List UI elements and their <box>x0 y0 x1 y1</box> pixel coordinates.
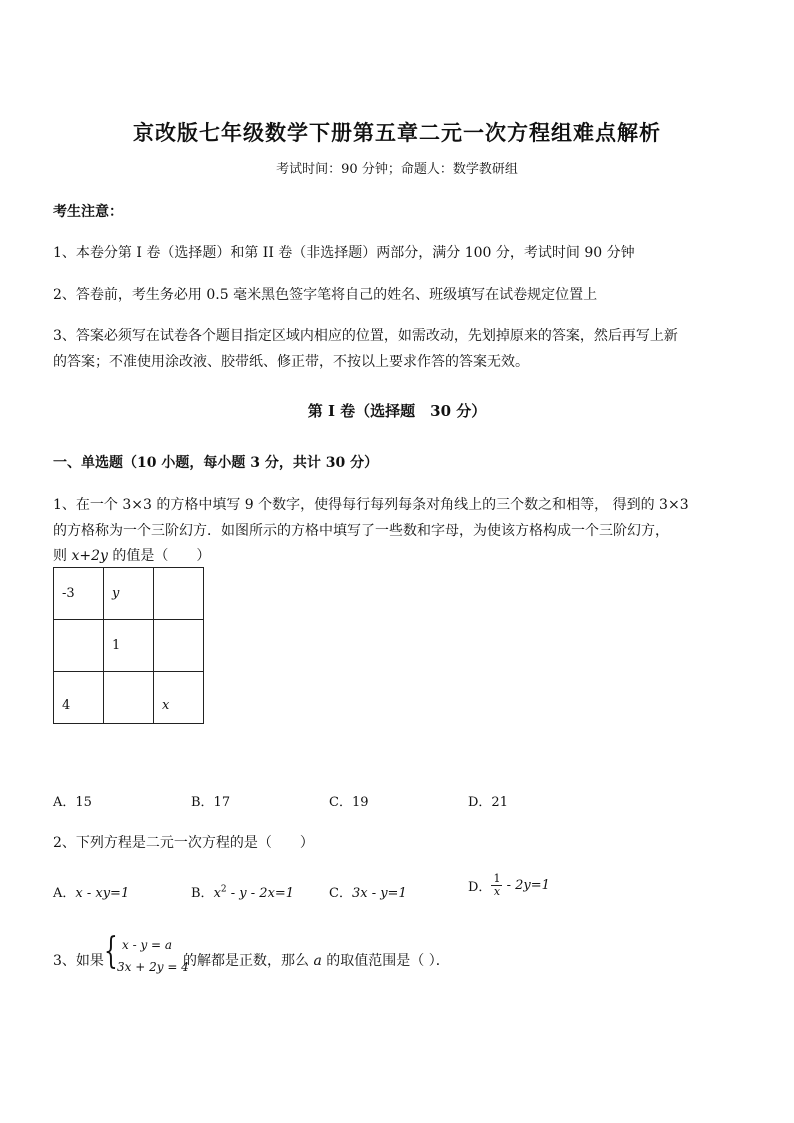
grid-cell: 1 <box>104 620 154 672</box>
grid-cell <box>154 568 204 620</box>
q2-option-a[interactable] <box>53 882 129 901</box>
q1-line-2: 的方格称为一个三阶幻方．如图所示的方格中填写了一些数和字母，为使该方格构成一个三阶幻方， <box>53 523 669 539</box>
q2-option-b-exponent: 2 <box>220 884 227 895</box>
q3-equation-2: 3x + 2y = 4 <box>117 960 189 974</box>
q2-option-a-expression: x - xy=1 <box>75 886 130 901</box>
q3-variable: a <box>313 953 322 969</box>
q2-option-d-label: D． <box>468 880 492 896</box>
q2-option-a-label: A． <box>53 886 76 901</box>
q3-stem <box>183 950 450 970</box>
q2-option-d[interactable] <box>468 873 550 898</box>
q1-option-d[interactable]: D．21 <box>468 795 508 810</box>
q2-stem: 2、下列方程是二元一次方程的是（ ） <box>53 835 314 851</box>
fraction-numerator: 1 <box>493 872 501 885</box>
q2-option-b[interactable] <box>191 882 294 901</box>
grid-cell <box>154 620 204 672</box>
part-title: 一、单选题（10 小题，每小题 3 分，共计 30 分） <box>53 455 379 471</box>
q3-prefix: 3、如果 <box>53 953 104 969</box>
note-item-3-line-1: 3、答案必须写在试卷各个题目指定区域内相应的位置，如需改动，先划掉原来的答案，然后再写上新 <box>53 328 678 344</box>
grid-cell: x <box>154 672 204 724</box>
grid-cell: 4 <box>54 672 104 724</box>
note-item-1: 1、本卷分第 I 卷（选择题）和第 II 卷（非选择题）两部分，满分 100 分，考试时间 90 分钟 <box>53 245 635 261</box>
grid-cell: y <box>104 568 154 620</box>
q3-suffix-1: 的解都是正数，那么 <box>183 953 314 969</box>
q1-option-a[interactable]: A．15 <box>53 795 92 810</box>
q1-prefix: 则 <box>53 548 72 564</box>
notes-heading: 考生注意： <box>53 204 123 220</box>
q1-option-b[interactable]: B．17 <box>191 795 231 810</box>
q3-equation-1: x - y = a <box>122 938 173 952</box>
q2-option-b-x: x <box>213 886 221 901</box>
grid-cell: -3 <box>54 568 104 620</box>
note-item-3-line-2: 的答案；不准使用涂改液、胶带纸、修正带，不按以上要求作答的答案无效。 <box>53 354 529 370</box>
page-title: 京改版七年级数学下册第五章二元一次方程组难点解析 <box>133 120 661 145</box>
magic-square-grid <box>53 567 204 724</box>
note-item-2: 2、答卷前，考生务必用 0.5 毫米黑色签字笔将自己的姓名、班级填写在试卷规定位置上 <box>53 287 598 303</box>
fraction-denominator: x <box>493 885 501 899</box>
q2-option-c-label: C． <box>329 886 352 901</box>
q2-option-b-label: B． <box>191 886 214 901</box>
q1-option-c[interactable]: C．19 <box>329 795 369 810</box>
q1-line-3 <box>53 545 210 565</box>
q3-suffix-2: 的取值范围是（ ）． <box>321 953 450 969</box>
q2-option-d-fraction <box>491 873 502 898</box>
equation-system-brace: { <box>104 931 118 972</box>
grid-row <box>54 568 204 620</box>
grid-row <box>54 672 204 724</box>
q1-suffix: 的值是（ ） <box>107 548 211 564</box>
grid-cell <box>54 620 104 672</box>
q1-line-1: 1、在一个 3×3 的方格中填写 9 个数字，使得每行每列每条对角线上的三个数之和相等， 得到的 3×3 <box>53 497 689 513</box>
q2-option-b-rest: - y - 2x=1 <box>226 886 295 901</box>
section-title: 第 I 卷（选择题 30 分） <box>307 402 487 420</box>
q2-option-d-rest: - 2y=1 <box>502 878 550 894</box>
grid-cell <box>104 672 154 724</box>
grid-row <box>54 620 204 672</box>
q1-expression: x+2y <box>71 548 108 564</box>
q2-option-c-expression: 3x - y=1 <box>351 886 407 901</box>
q2-option-c[interactable] <box>329 882 407 901</box>
exam-info: 考试时间：90 分钟；命题人：数学教研组 <box>276 162 518 177</box>
